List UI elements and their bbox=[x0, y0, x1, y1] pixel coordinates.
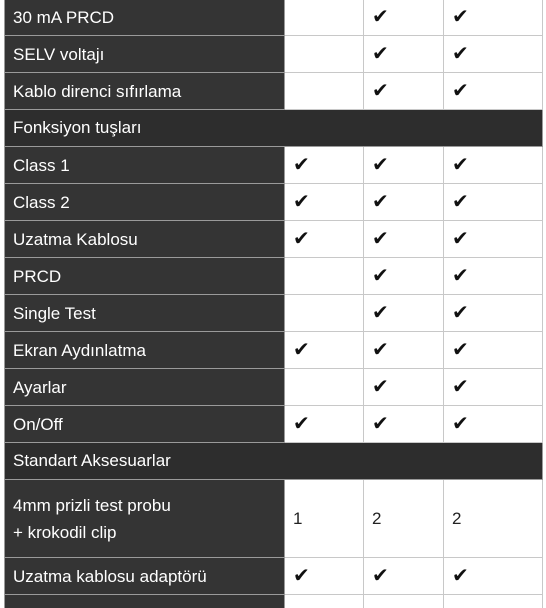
checkmark-icon: ✔ bbox=[372, 78, 389, 102]
checkmark-icon: ✔ bbox=[293, 337, 310, 361]
table-row bbox=[5, 295, 543, 332]
table-row bbox=[5, 221, 543, 258]
model-cell bbox=[444, 558, 543, 595]
model-cell bbox=[285, 595, 364, 608]
model-cell bbox=[444, 0, 543, 36]
checkmark-icon: ✔ bbox=[293, 226, 310, 250]
checkmark-icon: ✔ bbox=[293, 189, 310, 213]
model-cell bbox=[444, 221, 543, 258]
checkmark-icon: ✔ bbox=[452, 152, 469, 176]
feature-label bbox=[5, 480, 285, 558]
checkmark-icon: ✔ bbox=[293, 563, 310, 587]
table-row bbox=[5, 332, 543, 369]
model-cell bbox=[364, 369, 444, 406]
checkmark-icon: ✔ bbox=[452, 337, 469, 361]
model-cell bbox=[364, 221, 444, 258]
model-cell bbox=[364, 332, 444, 369]
model-cell bbox=[285, 147, 364, 184]
feature-label: SELV voltajı bbox=[5, 36, 285, 73]
model-cell bbox=[444, 595, 543, 608]
feature-comparison-table bbox=[4, 0, 543, 608]
feature-label: 30 mA PRCD bbox=[5, 0, 285, 36]
checkmark-icon: ✔ bbox=[372, 189, 389, 213]
model-cell bbox=[444, 184, 543, 221]
checkmark-icon: ✔ bbox=[372, 337, 389, 361]
section-header-row bbox=[5, 110, 543, 147]
checkmark-icon: ✔ bbox=[372, 41, 389, 65]
table-row bbox=[5, 258, 543, 295]
feature-label: Uzatma Kablosu bbox=[5, 221, 285, 258]
model-cell bbox=[364, 480, 444, 558]
section-header: Fonksiyon tuşları bbox=[5, 110, 543, 147]
model-cell bbox=[285, 332, 364, 369]
model-cell bbox=[444, 295, 543, 332]
feature-label: On/Off bbox=[5, 406, 285, 443]
checkmark-icon: ✔ bbox=[372, 411, 389, 435]
table-row bbox=[5, 36, 543, 73]
quantity-value: 2 bbox=[452, 508, 462, 528]
feature-label: Ekran Aydınlatma bbox=[5, 332, 285, 369]
feature-label-line: + krokodil clip bbox=[13, 522, 117, 542]
feature-label: Ayarlar bbox=[5, 369, 285, 406]
table-row bbox=[5, 147, 543, 184]
model-cell bbox=[444, 332, 543, 369]
model-cell bbox=[364, 184, 444, 221]
quantity-value: 2 bbox=[372, 508, 382, 528]
model-cell bbox=[364, 406, 444, 443]
checkmark-icon: ✔ bbox=[372, 374, 389, 398]
checkmark-icon: ✔ bbox=[452, 189, 469, 213]
model-cell bbox=[444, 73, 543, 110]
table-row bbox=[5, 406, 543, 443]
feature-label-line: 4mm prizli test probu bbox=[13, 495, 171, 515]
table-row bbox=[5, 369, 543, 406]
model-cell bbox=[364, 147, 444, 184]
model-cell bbox=[364, 558, 444, 595]
checkmark-icon: ✔ bbox=[452, 563, 469, 587]
model-cell bbox=[285, 73, 364, 110]
quantity-value: 1 bbox=[293, 508, 303, 528]
model-cell bbox=[285, 369, 364, 406]
checkmark-icon: ✔ bbox=[452, 41, 469, 65]
model-cell bbox=[285, 258, 364, 295]
model-cell bbox=[444, 369, 543, 406]
model-cell bbox=[444, 406, 543, 443]
model-cell bbox=[444, 258, 543, 295]
model-cell bbox=[364, 0, 444, 36]
feature-label bbox=[5, 595, 285, 608]
checkmark-icon: ✔ bbox=[452, 300, 469, 324]
section-header: Standart Aksesuarlar bbox=[5, 443, 543, 480]
model-cell bbox=[444, 36, 543, 73]
feature-label: Uzatma kablosu adaptörü bbox=[5, 558, 285, 595]
model-cell bbox=[285, 184, 364, 221]
feature-label: Class 2 bbox=[5, 184, 285, 221]
checkmark-icon: ✔ bbox=[452, 374, 469, 398]
checkmark-icon: ✔ bbox=[452, 4, 469, 28]
model-cell bbox=[444, 147, 543, 184]
checkmark-icon: ✔ bbox=[293, 411, 310, 435]
feature-label: Kablo direnci sıfırlama bbox=[5, 73, 285, 110]
table-row bbox=[5, 73, 543, 110]
checkmark-icon: ✔ bbox=[452, 263, 469, 287]
table-row bbox=[5, 0, 543, 36]
model-cell bbox=[285, 406, 364, 443]
model-cell bbox=[285, 221, 364, 258]
checkmark-icon: ✔ bbox=[372, 4, 389, 28]
checkmark-icon: ✔ bbox=[372, 563, 389, 587]
checkmark-icon: ✔ bbox=[452, 78, 469, 102]
table-row bbox=[5, 558, 543, 595]
checkmark-icon: ✔ bbox=[372, 152, 389, 176]
checkmark-icon: ✔ bbox=[452, 411, 469, 435]
model-cell bbox=[285, 558, 364, 595]
model-cell bbox=[285, 0, 364, 36]
checkmark-icon: ✔ bbox=[372, 226, 389, 250]
model-cell bbox=[444, 480, 543, 558]
feature-label: Class 1 bbox=[5, 147, 285, 184]
feature-label: PRCD bbox=[5, 258, 285, 295]
table-row bbox=[5, 480, 543, 558]
checkmark-icon: ✔ bbox=[452, 226, 469, 250]
checkmark-icon: ✔ bbox=[293, 152, 310, 176]
model-cell bbox=[364, 295, 444, 332]
checkmark-icon: ✔ bbox=[372, 300, 389, 324]
model-cell bbox=[364, 595, 444, 608]
model-cell bbox=[364, 258, 444, 295]
table-row bbox=[5, 595, 543, 608]
table-row bbox=[5, 184, 543, 221]
model-cell bbox=[285, 36, 364, 73]
section-header-row bbox=[5, 443, 543, 480]
model-cell bbox=[285, 480, 364, 558]
checkmark-icon: ✔ bbox=[372, 263, 389, 287]
model-cell bbox=[364, 36, 444, 73]
table-body bbox=[5, 0, 543, 608]
feature-label: Single Test bbox=[5, 295, 285, 332]
model-cell bbox=[285, 295, 364, 332]
model-cell bbox=[364, 73, 444, 110]
